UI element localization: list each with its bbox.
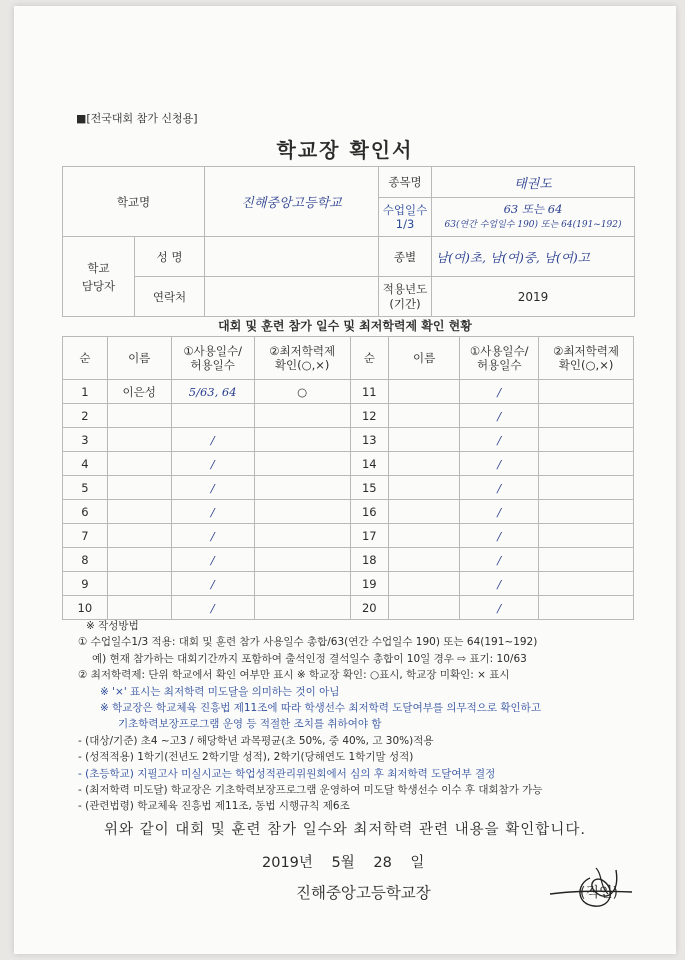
cell-check — [539, 404, 634, 428]
cell-days: / — [460, 524, 539, 548]
date-day: 28 일 — [373, 855, 425, 871]
cell-no: 5 — [63, 476, 108, 500]
date-month: 5월 — [331, 855, 355, 871]
school-value: 진해중앙고등학교 — [205, 167, 379, 237]
cell-days — [171, 404, 254, 428]
cell-check — [254, 428, 350, 452]
principal-signature: 진해중앙고등학교장 — [296, 884, 431, 902]
cell-no: 6 — [63, 500, 108, 524]
confirmation-statement: 위와 같이 대회 및 훈련 참가 일수와 최저학력 관련 내용을 확인합니다. — [104, 822, 586, 838]
cell-name — [388, 596, 459, 620]
school-label: 학교명 — [63, 167, 205, 237]
document-page — [14, 6, 676, 954]
cell-days: / — [460, 572, 539, 596]
header-no: 순 — [350, 337, 388, 380]
table-row — [63, 404, 634, 428]
staff-label: 학교 담당자 — [63, 237, 135, 317]
cell-check — [539, 548, 634, 572]
cell-no: 13 — [350, 428, 388, 452]
note-item: ① 수업일수1/3 적용: 대회 및 훈련 참가 사용일수 총합/63(연간 수업일수 190) 또는 64(191~192) — [78, 636, 538, 649]
form-type-tag: ■[전국대회 참가 신청용] — [76, 112, 198, 125]
header-check: ②최저학력제 확인(○,×) — [539, 337, 634, 380]
notes-section — [78, 618, 638, 815]
cell-no: 17 — [350, 524, 388, 548]
cell-name — [388, 548, 459, 572]
note-item: 기초학력보장프로그램 운영 등 적절한 조치를 취하여야 함 — [118, 718, 382, 731]
contact-value — [205, 277, 379, 317]
cell-name — [107, 428, 171, 452]
days-label: 수업일수 1/3 — [379, 198, 432, 237]
cell-name — [388, 500, 459, 524]
cell-days: / — [460, 548, 539, 572]
cell-check — [254, 596, 350, 620]
cell-days: / — [460, 476, 539, 500]
note-item: ※ '×' 표시는 최저학력 미도달을 의미하는 것이 아님 — [100, 685, 340, 698]
cell-no: 3 — [63, 428, 108, 452]
cell-no: 7 — [63, 524, 108, 548]
cell-check — [254, 548, 350, 572]
table-row — [63, 524, 634, 548]
cell-check — [254, 476, 350, 500]
table-row — [63, 500, 634, 524]
cell-days: / — [460, 452, 539, 476]
note-item: - (관련법령) 학교체육 진흥법 제11조, 동법 시행규칙 제6조 — [78, 800, 350, 813]
note-item: - (성적적용) 1학기(전년도 2학기말 성적), 2학기(당해연도 1학기말 성적) — [78, 751, 414, 764]
cell-no: 9 — [63, 572, 108, 596]
cell-name — [388, 524, 459, 548]
cell-name — [107, 572, 171, 596]
cell-name — [107, 404, 171, 428]
cell-check — [539, 380, 634, 404]
event-value: 태권도 — [432, 167, 635, 198]
cell-days: / — [460, 596, 539, 620]
cell-no: 16 — [350, 500, 388, 524]
cell-days: / — [171, 548, 254, 572]
table-row — [63, 476, 634, 500]
year-value: 2019 — [432, 277, 635, 317]
cell-name — [107, 452, 171, 476]
signature-scribble-icon — [546, 864, 636, 914]
cell-days: / — [460, 380, 539, 404]
records-table — [62, 336, 634, 620]
table-row — [63, 548, 634, 572]
header-check: ②최저학력제 확인(○,×) — [254, 337, 350, 380]
signature-date — [262, 851, 424, 872]
cell-name — [107, 476, 171, 500]
cell-days: / — [171, 572, 254, 596]
note-item: - (최저학력 미도달) 학교장은 기초학력보장프로그램 운영하여 미도달 학생선수 이수 후 대회참가 가능 — [78, 784, 543, 797]
cell-days: / — [171, 428, 254, 452]
cell-check — [254, 404, 350, 428]
cell-no: 15 — [350, 476, 388, 500]
cell-no: 18 — [350, 548, 388, 572]
note-item: 예) 현재 참가하는 대회기간까지 포함하여 출석인정 결석일수 총합이 10일 경우 ⇨ 표기: 10/63 — [92, 652, 527, 665]
gender-value: 남(여)초, 남(여)중, 남(여)고 — [432, 237, 635, 277]
name-value — [205, 237, 379, 277]
cell-days: 5/63, 64 — [171, 380, 254, 404]
cell-check — [539, 524, 634, 548]
note-item: ② 최저학력제: 단위 학교에서 확인 여부만 표시 ※ 학교장 확인: ○표시, 학교장 미확인: × 표시 — [78, 669, 510, 682]
table-row — [63, 596, 634, 620]
notes-heading: ※ 작성방법 — [86, 620, 139, 632]
days-value: 63 또는 64 63(연간 수업일수 190) 또는 64(191~192) — [432, 198, 635, 237]
cell-name — [107, 524, 171, 548]
header-name: 이름 — [388, 337, 459, 380]
note-item: - (대상/기준) 초4 ~고3 / 해당학년 과목평균(초 50%, 중 40%, 고 30%)적용 — [78, 734, 434, 747]
cell-name — [388, 380, 459, 404]
page-title: 학교장 확인서 — [276, 138, 414, 162]
cell-check — [254, 572, 350, 596]
cell-name: 이은성 — [107, 380, 171, 404]
seal-label: (직인) — [580, 885, 618, 901]
header-days: ①사용일수/ 허용일수 — [460, 337, 539, 380]
cell-check — [539, 500, 634, 524]
header-name: 이름 — [107, 337, 171, 380]
cell-check — [254, 500, 350, 524]
cell-name — [388, 428, 459, 452]
table-row — [63, 380, 634, 404]
header-no: 순 — [63, 337, 108, 380]
cell-days: / — [171, 524, 254, 548]
cell-days: / — [460, 404, 539, 428]
cell-check — [539, 428, 634, 452]
records-header-row — [63, 337, 634, 380]
cell-name — [388, 572, 459, 596]
header-days: ①사용일수/ 허용일수 — [171, 337, 254, 380]
records-title: 대회 및 훈련 참가 일수 및 최저학력제 확인 현황 — [218, 319, 472, 333]
cell-no: 11 — [350, 380, 388, 404]
cell-check — [254, 524, 350, 548]
cell-check — [539, 596, 634, 620]
cell-days: / — [171, 500, 254, 524]
cell-days: / — [171, 596, 254, 620]
cell-check — [539, 572, 634, 596]
cell-name — [388, 404, 459, 428]
contact-label: 연락처 — [135, 277, 205, 317]
cell-no: 20 — [350, 596, 388, 620]
gender-label: 종별 — [379, 237, 432, 277]
cell-days: / — [460, 428, 539, 452]
cell-check — [539, 452, 634, 476]
cell-no: 2 — [63, 404, 108, 428]
cell-no: 14 — [350, 452, 388, 476]
note-item: - (초등학교) 지필고사 미실시교는 학업성적관리위원회에서 심의 후 최저학력 도달여부 결정 — [78, 767, 496, 780]
year-label: 적용년도 (기간) — [379, 277, 432, 317]
cell-check — [254, 452, 350, 476]
cell-no: 19 — [350, 572, 388, 596]
cell-check: ○ — [254, 380, 350, 404]
cell-name — [107, 596, 171, 620]
note-item: ※ 학교장은 학교체육 진흥법 제11조에 따라 학생선수 최저학력 도달여부를 의무적으로 확인하고 — [100, 702, 541, 715]
name-label: 성 명 — [135, 237, 205, 277]
date-year: 2019년 — [262, 855, 313, 871]
table-row — [63, 452, 634, 476]
cell-days: / — [171, 452, 254, 476]
cell-no: 1 — [63, 380, 108, 404]
cell-no: 8 — [63, 548, 108, 572]
table-row — [63, 428, 634, 452]
cell-name — [107, 500, 171, 524]
cell-name — [388, 452, 459, 476]
cell-days: / — [171, 476, 254, 500]
cell-check — [539, 476, 634, 500]
cell-name — [388, 476, 459, 500]
info-table — [62, 166, 635, 317]
cell-no: 4 — [63, 452, 108, 476]
cell-no: 10 — [63, 596, 108, 620]
cell-days: / — [460, 500, 539, 524]
table-row — [63, 572, 634, 596]
cell-name — [107, 548, 171, 572]
event-label: 종목명 — [379, 167, 432, 198]
cell-no: 12 — [350, 404, 388, 428]
